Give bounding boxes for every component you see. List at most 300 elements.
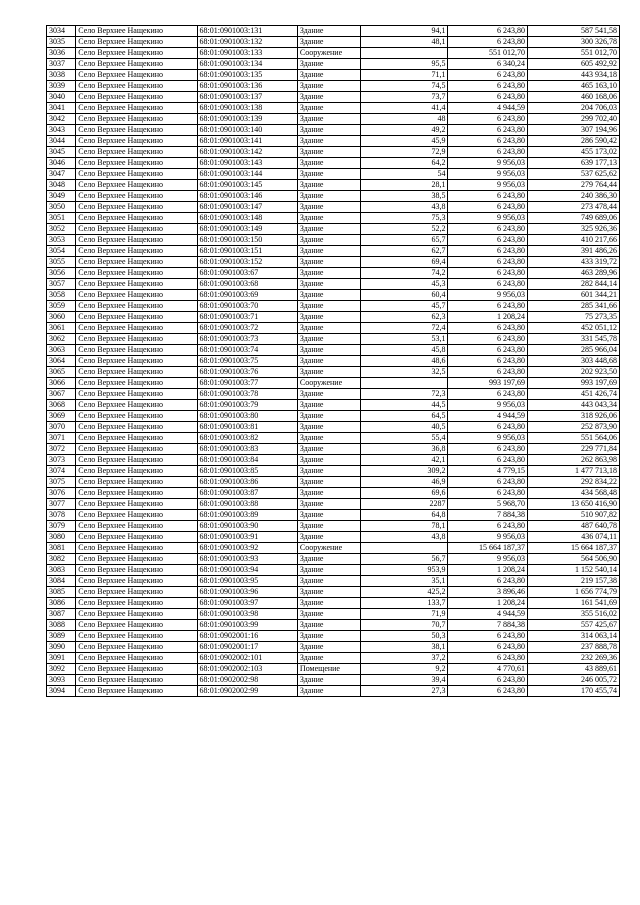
cadastral-number-cell: 68:01:0901003:93 [197,554,297,565]
table-row [47,147,620,158]
cadastral-number-cell: 68:01:0901003:142 [197,147,297,158]
cadastral-value-cell: 443 043,34 [527,400,619,411]
settlement-cell: Село Верхнее Нащекино [76,631,197,642]
cadastral-value-cell: 557 425,67 [527,620,619,631]
object-type-cell: Здание [297,37,360,48]
object-type-cell: Сооружение [297,378,360,389]
unit-value-cell: 6 243,80 [448,136,527,147]
settlement-cell: Село Верхнее Нащекино [76,521,197,532]
unit-value-cell: 6 243,80 [448,675,527,686]
settlement-cell: Село Верхнее Нащекино [76,81,197,92]
cadastral-value-cell: 355 516,02 [527,609,619,620]
table-row [47,367,620,378]
unit-value-cell: 9 956,03 [448,169,527,180]
unit-value-cell: 1 208,24 [448,565,527,576]
cadastral-number-cell: 68:01:0901003:137 [197,92,297,103]
area-cell [360,48,448,59]
row-number-cell: 3066 [47,378,76,389]
object-type-cell: Здание [297,246,360,257]
area-cell: 953,9 [360,565,448,576]
unit-value-cell: 6 243,80 [448,653,527,664]
unit-value-cell: 6 243,80 [448,686,527,697]
cadastral-number-cell: 68:01:0901003:69 [197,290,297,301]
cadastral-number-cell: 68:01:0901003:91 [197,532,297,543]
table-row [47,169,620,180]
unit-value-cell: 4 944,59 [448,411,527,422]
row-number-cell: 3063 [47,345,76,356]
table-row [47,48,620,59]
area-cell: 60,4 [360,290,448,301]
settlement-cell: Село Верхнее Нащекино [76,180,197,191]
table-row [47,664,620,675]
row-number-cell: 3081 [47,543,76,554]
row-number-cell: 3084 [47,576,76,587]
row-number-cell: 3043 [47,125,76,136]
object-type-cell: Здание [297,444,360,455]
area-cell: 65,7 [360,235,448,246]
object-type-cell: Здание [297,268,360,279]
object-type-cell: Здание [297,301,360,312]
cadastral-value-cell: 463 289,96 [527,268,619,279]
cadastral-number-cell: 68:01:0901003:67 [197,268,297,279]
cadastral-value-cell: 749 689,06 [527,213,619,224]
cadastral-number-cell: 68:01:0901003:92 [197,543,297,554]
row-number-cell: 3061 [47,323,76,334]
row-number-cell: 3092 [47,664,76,675]
unit-value-cell: 9 956,03 [448,554,527,565]
cadastral-number-cell: 68:01:0901003:73 [197,334,297,345]
settlement-cell: Село Верхнее Нащекино [76,345,197,356]
unit-value-cell: 9 956,03 [448,213,527,224]
settlement-cell: Село Верхнее Нащекино [76,609,197,620]
table-row [47,224,620,235]
cadastral-number-cell: 68:01:0901003:150 [197,235,297,246]
unit-value-cell: 6 243,80 [448,26,527,37]
table-row [47,202,620,213]
cadastral-value-cell: 240 386,30 [527,191,619,202]
object-type-cell: Сооружение [297,543,360,554]
cadastral-value-cell: 331 545,78 [527,334,619,345]
cadastral-value-cell: 204 706,03 [527,103,619,114]
row-number-cell: 3058 [47,290,76,301]
area-cell: 27,3 [360,686,448,697]
cadastral-number-cell: 68:01:0902001:17 [197,642,297,653]
object-type-cell: Здание [297,202,360,213]
settlement-cell: Село Верхнее Нащекино [76,686,197,697]
object-type-cell: Здание [297,213,360,224]
area-cell: 46,9 [360,477,448,488]
table-row [47,26,620,37]
area-cell [360,378,448,389]
settlement-cell: Село Верхнее Нащекино [76,224,197,235]
object-type-cell: Здание [297,532,360,543]
table-row [47,334,620,345]
table-row [47,532,620,543]
cadastral-number-cell: 68:01:0901003:84 [197,455,297,466]
object-type-cell: Здание [297,499,360,510]
settlement-cell: Село Верхнее Нащекино [76,554,197,565]
cadastral-number-cell: 68:01:0902002:98 [197,675,297,686]
cadastral-value-cell: 273 478,44 [527,202,619,213]
settlement-cell: Село Верхнее Нащекино [76,499,197,510]
unit-value-cell: 6 243,80 [448,37,527,48]
table-row [47,246,620,257]
unit-value-cell: 6 243,80 [448,92,527,103]
row-number-cell: 3065 [47,367,76,378]
row-number-cell: 3078 [47,510,76,521]
cadastral-value-table [46,25,620,697]
row-number-cell: 3034 [47,26,76,37]
settlement-cell: Село Верхнее Нащекино [76,444,197,455]
area-cell: 45,9 [360,136,448,147]
table-row [47,125,620,136]
row-number-cell: 3077 [47,499,76,510]
row-number-cell: 3090 [47,642,76,653]
row-number-cell: 3075 [47,477,76,488]
unit-value-cell: 9 956,03 [448,433,527,444]
settlement-cell: Село Верхнее Нащекино [76,323,197,334]
cadastral-value-cell: 1 477 713,18 [527,466,619,477]
settlement-cell: Село Верхнее Нащекино [76,169,197,180]
object-type-cell: Здание [297,70,360,81]
cadastral-value-cell: 452 051,12 [527,323,619,334]
area-cell: 69,4 [360,257,448,268]
unit-value-cell: 6 243,80 [448,642,527,653]
area-cell: 48,6 [360,356,448,367]
settlement-cell: Село Верхнее Нащекино [76,400,197,411]
table-row [47,422,620,433]
area-cell: 74,2 [360,268,448,279]
cadastral-number-cell: 68:01:0901003:81 [197,422,297,433]
cadastral-value-cell: 279 764,44 [527,180,619,191]
cadastral-value-cell: 487 640,78 [527,521,619,532]
cadastral-value-cell: 299 702,40 [527,114,619,125]
table-row [47,576,620,587]
cadastral-number-cell: 68:01:0901003:70 [197,301,297,312]
area-cell: 95,5 [360,59,448,70]
row-number-cell: 3083 [47,565,76,576]
area-cell: 36,8 [360,444,448,455]
row-number-cell: 3041 [47,103,76,114]
unit-value-cell: 551 012,70 [448,48,527,59]
cadastral-number-cell: 68:01:0901003:78 [197,389,297,400]
row-number-cell: 3088 [47,620,76,631]
table-row [47,312,620,323]
unit-value-cell: 9 956,03 [448,532,527,543]
row-number-cell: 3067 [47,389,76,400]
table-row [47,235,620,246]
row-number-cell: 3037 [47,59,76,70]
object-type-cell: Здание [297,334,360,345]
cadastral-number-cell: 68:01:0902002:101 [197,653,297,664]
cadastral-value-cell: 564 506,90 [527,554,619,565]
area-cell: 73,7 [360,92,448,103]
cadastral-number-cell: 68:01:0901003:94 [197,565,297,576]
area-cell: 39,4 [360,675,448,686]
cadastral-value-cell: 262 863,98 [527,455,619,466]
unit-value-cell: 6 243,80 [448,235,527,246]
row-number-cell: 3076 [47,488,76,499]
object-type-cell: Здание [297,477,360,488]
area-cell: 32,5 [360,367,448,378]
area-cell: 48,1 [360,37,448,48]
settlement-cell: Село Верхнее Нащекино [76,147,197,158]
row-number-cell: 3070 [47,422,76,433]
row-number-cell: 3060 [47,312,76,323]
unit-value-cell: 1 208,24 [448,598,527,609]
unit-value-cell: 5 968,70 [448,499,527,510]
table-row [47,114,620,125]
cadastral-number-cell: 68:01:0902002:103 [197,664,297,675]
unit-value-cell: 6 243,80 [448,334,527,345]
cadastral-number-cell: 68:01:0901003:133 [197,48,297,59]
table-row [47,488,620,499]
object-type-cell: Здание [297,147,360,158]
cadastral-value-cell: 229 771,84 [527,444,619,455]
settlement-cell: Село Верхнее Нащекино [76,367,197,378]
cadastral-number-cell: 68:01:0901003:87 [197,488,297,499]
cadastral-number-cell: 68:01:0901003:144 [197,169,297,180]
cadastral-number-cell: 68:01:0901003:140 [197,125,297,136]
settlement-cell: Село Верхнее Нащекино [76,246,197,257]
table-row [47,323,620,334]
object-type-cell: Здание [297,356,360,367]
object-type-cell: Здание [297,466,360,477]
object-type-cell: Здание [297,323,360,334]
area-cell: 71,1 [360,70,448,81]
unit-value-cell: 4 779,15 [448,466,527,477]
settlement-cell: Село Верхнее Нащекино [76,279,197,290]
cadastral-number-cell: 68:01:0901003:76 [197,367,297,378]
cadastral-number-cell: 68:01:0901003:147 [197,202,297,213]
object-type-cell: Здание [297,411,360,422]
area-cell: 62,7 [360,246,448,257]
cadastral-value-cell: 202 923,50 [527,367,619,378]
cadastral-value-cell: 551 012,70 [527,48,619,59]
cadastral-number-cell: 68:01:0901003:135 [197,70,297,81]
settlement-cell: Село Верхнее Нащекино [76,257,197,268]
area-cell: 75,3 [360,213,448,224]
object-type-cell: Здание [297,125,360,136]
object-type-cell: Здание [297,686,360,697]
area-cell: 28,1 [360,180,448,191]
settlement-cell: Село Верхнее Нащекино [76,356,197,367]
settlement-cell: Село Верхнее Нащекино [76,26,197,37]
row-number-cell: 3038 [47,70,76,81]
cadastral-value-cell: 170 455,74 [527,686,619,697]
object-type-cell: Здание [297,521,360,532]
settlement-cell: Село Верхнее Нащекино [76,543,197,554]
object-type-cell: Здание [297,587,360,598]
cadastral-value-cell: 465 163,10 [527,81,619,92]
unit-value-cell: 4 770,61 [448,664,527,675]
area-cell: 309,2 [360,466,448,477]
unit-value-cell: 6 243,80 [448,477,527,488]
row-number-cell: 3086 [47,598,76,609]
area-cell [360,543,448,554]
row-number-cell: 3047 [47,169,76,180]
unit-value-cell: 6 243,80 [448,81,527,92]
area-cell: 43,8 [360,532,448,543]
table-row [47,389,620,400]
cadastral-number-cell: 68:01:0901003:77 [197,378,297,389]
area-cell: 94,1 [360,26,448,37]
unit-value-cell: 6 243,80 [448,367,527,378]
settlement-cell: Село Верхнее Нащекино [76,268,197,279]
object-type-cell: Здание [297,565,360,576]
row-number-cell: 3082 [47,554,76,565]
cadastral-number-cell: 68:01:0901003:151 [197,246,297,257]
area-cell: 9,2 [360,664,448,675]
unit-value-cell: 6 243,80 [448,301,527,312]
row-number-cell: 3069 [47,411,76,422]
unit-value-cell: 9 956,03 [448,180,527,191]
area-cell: 72,4 [360,323,448,334]
cadastral-value-cell: 161 541,69 [527,598,619,609]
unit-value-cell: 6 243,80 [448,246,527,257]
cadastral-value-cell: 282 844,14 [527,279,619,290]
object-type-cell: Здание [297,59,360,70]
settlement-cell: Село Верхнее Нащекино [76,664,197,675]
cadastral-value-cell: 436 074,11 [527,532,619,543]
unit-value-cell: 6 243,80 [448,488,527,499]
area-cell: 64,8 [360,510,448,521]
table-row [47,103,620,114]
cadastral-number-cell: 68:01:0901003:146 [197,191,297,202]
row-number-cell: 3049 [47,191,76,202]
unit-value-cell: 15 664 187,37 [448,543,527,554]
settlement-cell: Село Верхнее Нащекино [76,114,197,125]
row-number-cell: 3050 [47,202,76,213]
area-cell: 45,8 [360,345,448,356]
row-number-cell: 3036 [47,48,76,59]
settlement-cell: Село Верхнее Нащекино [76,411,197,422]
table-row [47,620,620,631]
settlement-cell: Село Верхнее Нащекино [76,455,197,466]
object-type-cell: Здание [297,345,360,356]
cadastral-value-cell: 601 344,21 [527,290,619,301]
cadastral-value-cell: 285 966,04 [527,345,619,356]
cadastral-number-cell: 68:01:0901003:143 [197,158,297,169]
cadastral-number-cell: 68:01:0901003:86 [197,477,297,488]
area-cell: 50,3 [360,631,448,642]
row-number-cell: 3079 [47,521,76,532]
cadastral-number-cell: 68:01:0901003:80 [197,411,297,422]
area-cell: 64,5 [360,411,448,422]
unit-value-cell: 1 208,24 [448,312,527,323]
object-type-cell: Здание [297,488,360,499]
object-type-cell: Здание [297,81,360,92]
area-cell: 74,5 [360,81,448,92]
cadastral-value-cell: 537 625,62 [527,169,619,180]
row-number-cell: 3057 [47,279,76,290]
table-row [47,455,620,466]
row-number-cell: 3064 [47,356,76,367]
table-row [47,92,620,103]
cadastral-value-cell: 286 590,42 [527,136,619,147]
settlement-cell: Село Верхнее Нащекино [76,312,197,323]
table-row [47,686,620,697]
object-type-cell: Здание [297,224,360,235]
object-type-cell: Здание [297,114,360,125]
settlement-cell: Село Верхнее Нащекино [76,92,197,103]
cadastral-number-cell: 68:01:0901003:148 [197,213,297,224]
cadastral-value-cell: 292 834,22 [527,477,619,488]
cadastral-value-cell: 455 173,02 [527,147,619,158]
object-type-cell: Здание [297,642,360,653]
cadastral-value-cell: 285 341,66 [527,301,619,312]
settlement-cell: Село Верхнее Нащекино [76,59,197,70]
row-number-cell: 3044 [47,136,76,147]
cadastral-number-cell: 68:01:0902002:99 [197,686,297,697]
row-number-cell: 3085 [47,587,76,598]
unit-value-cell: 6 243,80 [448,268,527,279]
cadastral-number-cell: 68:01:0901003:85 [197,466,297,477]
row-number-cell: 3068 [47,400,76,411]
table-row [47,466,620,477]
cadastral-number-cell: 68:01:0901003:134 [197,59,297,70]
unit-value-cell: 6 243,80 [448,191,527,202]
object-type-cell: Здание [297,433,360,444]
unit-value-cell: 6 243,80 [448,345,527,356]
cadastral-value-cell: 43 889,61 [527,664,619,675]
settlement-cell: Село Верхнее Нащекино [76,334,197,345]
object-type-cell: Помещение [297,664,360,675]
cadastral-number-cell: 68:01:0901003:99 [197,620,297,631]
area-cell: 78,1 [360,521,448,532]
row-number-cell: 3039 [47,81,76,92]
table-row [47,411,620,422]
settlement-cell: Село Верхнее Нащекино [76,422,197,433]
area-cell: 2287 [360,499,448,510]
cadastral-number-cell: 68:01:0901003:74 [197,345,297,356]
object-type-cell: Здание [297,389,360,400]
table-row [47,191,620,202]
settlement-cell: Село Верхнее Нащекино [76,466,197,477]
row-number-cell: 3073 [47,455,76,466]
row-number-cell: 3045 [47,147,76,158]
object-type-cell: Здание [297,620,360,631]
unit-value-cell: 9 956,03 [448,290,527,301]
row-number-cell: 3080 [47,532,76,543]
area-cell: 69,6 [360,488,448,499]
table-row [47,609,620,620]
object-type-cell: Здание [297,158,360,169]
cadastral-value-cell: 410 217,66 [527,235,619,246]
row-number-cell: 3055 [47,257,76,268]
table-row [47,301,620,312]
settlement-cell: Село Верхнее Нащекино [76,37,197,48]
unit-value-cell: 6 243,80 [448,224,527,235]
area-cell: 45,3 [360,279,448,290]
unit-value-cell: 6 243,80 [448,576,527,587]
settlement-cell: Село Верхнее Нащекино [76,70,197,81]
object-type-cell: Здание [297,103,360,114]
unit-value-cell: 6 243,80 [448,521,527,532]
object-type-cell: Здание [297,631,360,642]
cadastral-number-cell: 68:01:0901003:83 [197,444,297,455]
cadastral-number-cell: 68:01:0901003:71 [197,312,297,323]
area-cell: 425,2 [360,587,448,598]
table-row [47,565,620,576]
cadastral-value-cell: 443 934,18 [527,70,619,81]
cadastral-value-cell: 252 873,90 [527,422,619,433]
object-type-cell: Здание [297,576,360,587]
cadastral-number-cell: 68:01:0901003:138 [197,103,297,114]
table-row [47,631,620,642]
row-number-cell: 3035 [47,37,76,48]
object-type-cell: Здание [297,180,360,191]
